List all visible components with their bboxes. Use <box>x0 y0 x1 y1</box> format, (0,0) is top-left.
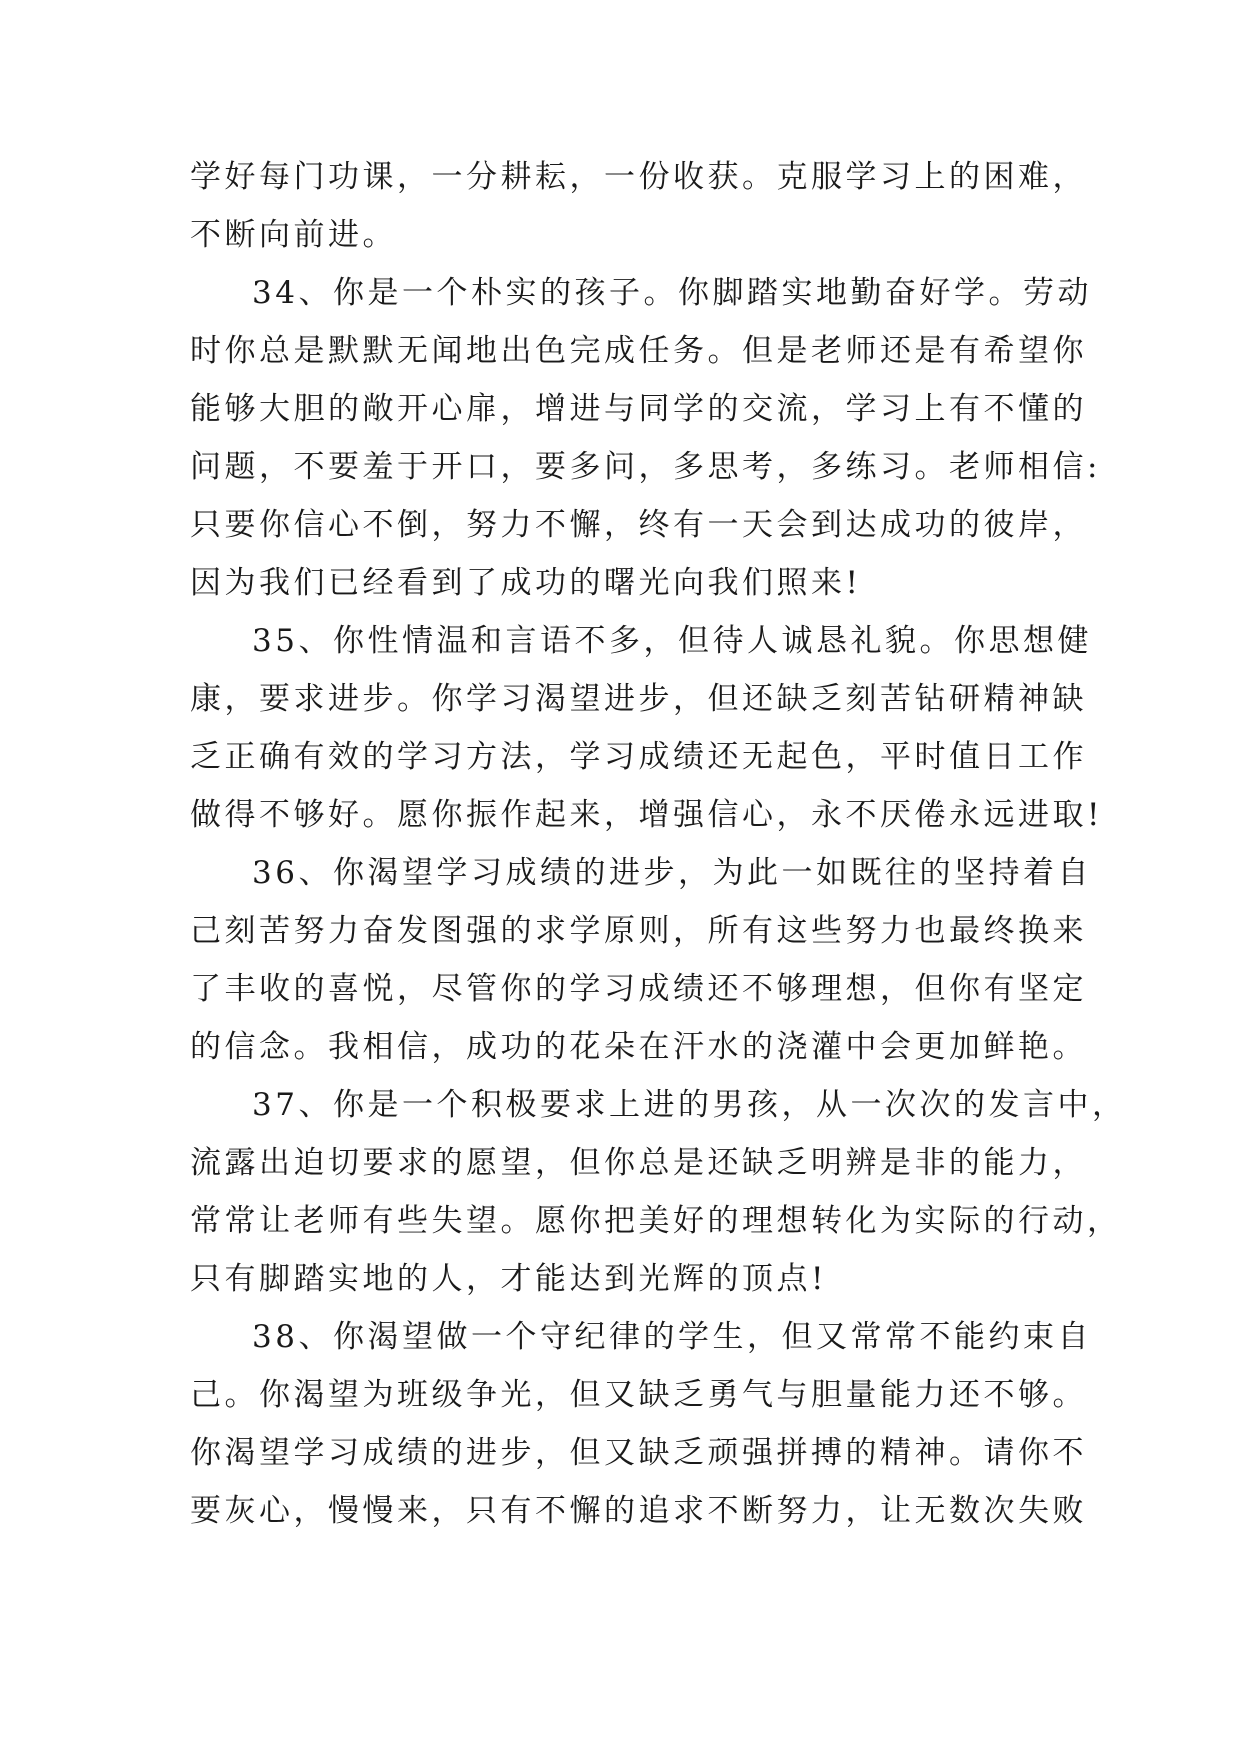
paragraph-37-start: 37、你是一个积极要求上进的男孩，从一次次的发言中， <box>252 1087 1127 1123</box>
text-line: 问题，不要羞于开口，要多问，多思考，多练习。老师相信: <box>190 449 1101 485</box>
text-line: 只要你信心不倒，努力不懈，终有一天会到达成功的彼岸， <box>190 507 1087 543</box>
text-line: 流露出迫切要求的愿望，但你总是还缺乏明辨是非的能力， <box>190 1145 1087 1181</box>
paragraph-36-start: 36、你渴望学习成绩的进步，为此一如既往的坚持着自 <box>252 855 1092 891</box>
text-line: 做得不够好。愿你振作起来，增强信心，永不厌倦永远进取! <box>190 797 1103 833</box>
text-line: 学好每门功课，一分耕耘，一份收获。克服学习上的困难， <box>190 159 1087 195</box>
text-line: 乏正确有效的学习方法，学习成绩还无起色，平时值日工作 <box>190 739 1087 775</box>
text-line: 你渴望学习成绩的进步，但又缺乏顽强拼搏的精神。请你不 <box>190 1435 1087 1471</box>
text-line: 因为我们已经看到了成功的曙光向我们照来! <box>190 565 862 601</box>
text-line: 己。你渴望为班级争光，但又缺乏勇气与胆量能力还不够。 <box>190 1377 1087 1413</box>
text-line: 时你总是默默无闻地出色完成任务。但是老师还是有希望你 <box>190 333 1087 369</box>
text-line: 只有脚踏实地的人，才能达到光辉的顶点! <box>190 1261 827 1297</box>
text-line: 了丰收的喜悦，尽管你的学习成绩还不够理想，但你有坚定 <box>190 971 1087 1007</box>
text-line: 己刻苦努力奋发图强的求学原则，所有这些努力也最终换来 <box>190 913 1087 949</box>
text-line: 要灰心，慢慢来，只有不懈的追求不断努力，让无数次失败 <box>190 1493 1087 1529</box>
document-body <box>190 148 1127 1540</box>
paragraph-34-start: 34、你是一个朴实的孩子。你脚踏实地勤奋好学。劳动 <box>252 275 1092 311</box>
text-line: 常常让老师有些失望。愿你把美好的理想转化为实际的行动， <box>190 1203 1122 1239</box>
text-line: 能够大胆的敞开心扉，增进与同学的交流，学习上有不懂的 <box>190 391 1087 427</box>
paragraph-38-start: 38、你渴望做一个守纪律的学生，但又常常不能约束自 <box>252 1319 1092 1355</box>
text-line: 康，要求进步。你学习渴望进步，但还缺乏刻苦钻研精神缺 <box>190 681 1087 717</box>
text-line: 不断向前进。 <box>190 217 397 253</box>
paragraph-35-start: 35、你性情温和言语不多，但待人诚恳礼貌。你思想健 <box>252 623 1092 659</box>
text-line: 的信念。我相信，成功的花朵在汗水的浇灌中会更加鲜艳。 <box>190 1029 1087 1065</box>
